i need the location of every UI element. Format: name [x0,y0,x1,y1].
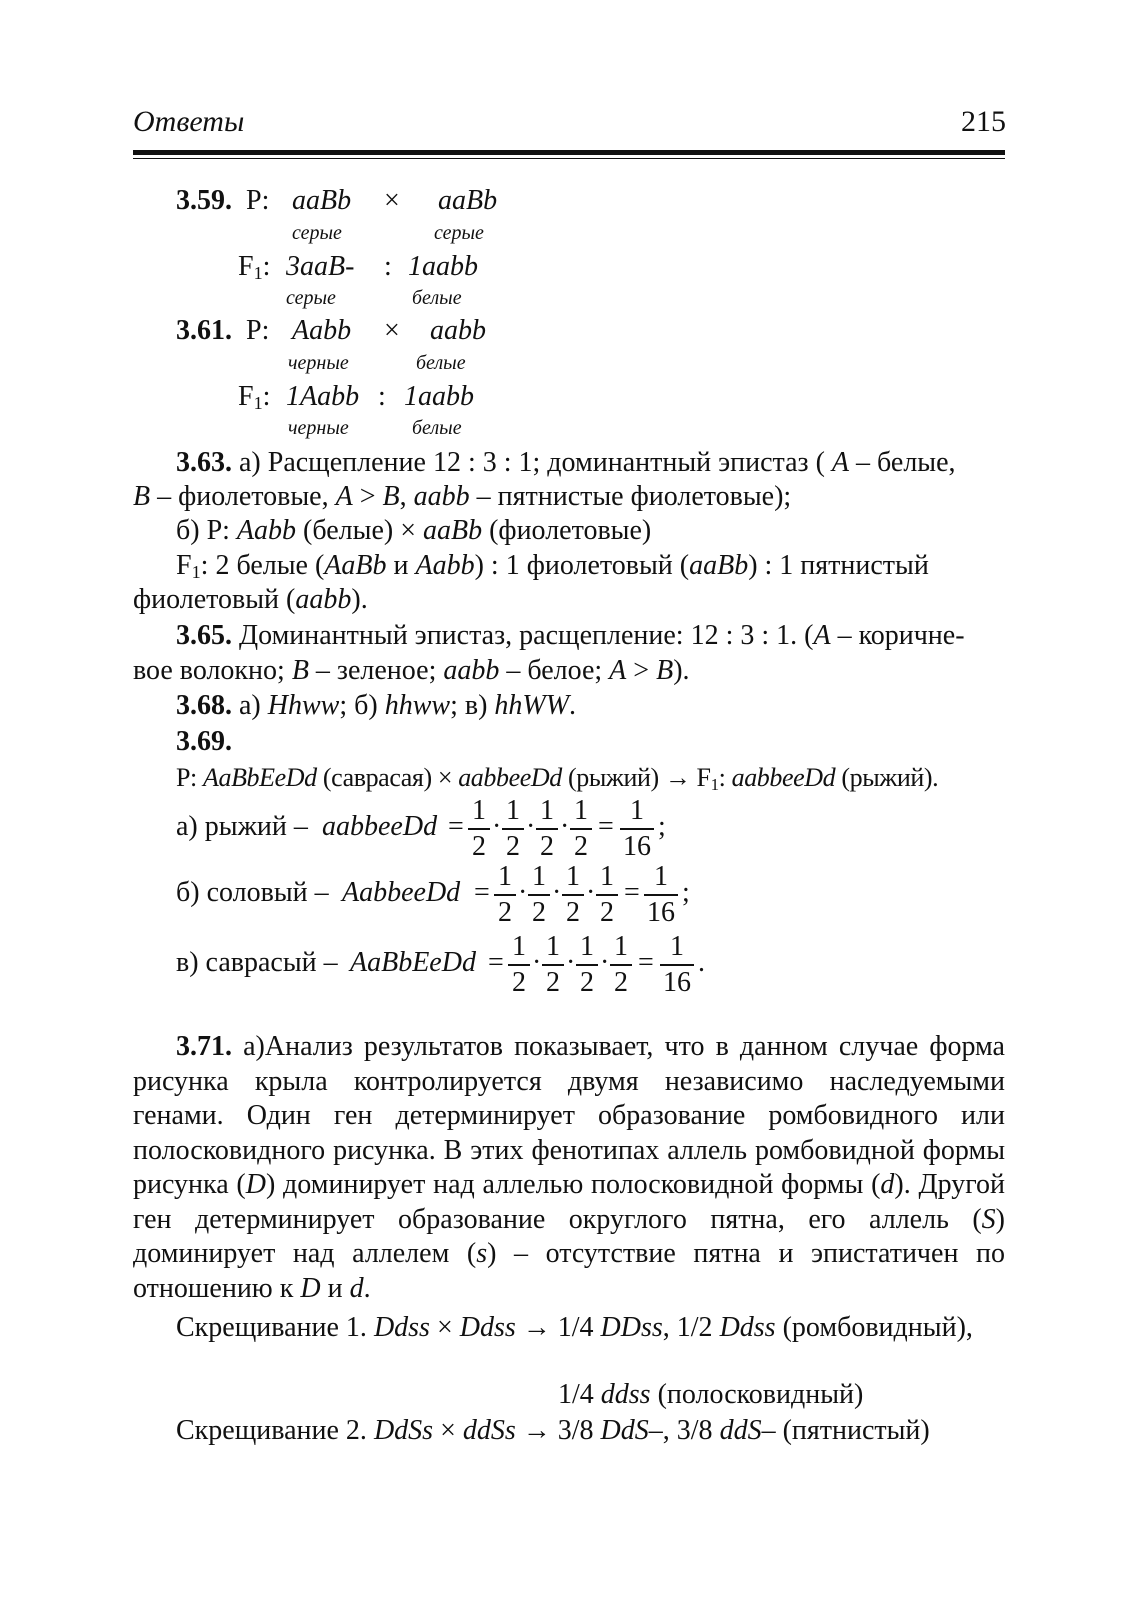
text: ) : 1 фиолетовый ( [474,550,690,581]
equals-sign: = [624,877,640,908]
text: , [399,481,414,512]
numerator: 1 [600,861,614,892]
text: а) [232,690,268,721]
text: → 3/8 [515,1415,601,1446]
genotype: Ddss [459,1312,516,1343]
fraction-bar [528,894,550,896]
genotype: 1aabb [408,251,478,282]
multiply-dot: · [552,877,562,908]
genotype: Aabb [415,550,475,581]
genotype: aabbeeDd [458,763,562,792]
text-line [176,516,651,546]
genotype: Ddss [719,1312,776,1343]
cross-2 [176,1416,930,1446]
text: > [626,655,657,686]
numerator: 1 [498,861,512,892]
genotype: aaBb [689,550,749,581]
text: (полосковидный) [650,1379,864,1410]
fraction [508,932,530,998]
numerator: 1 [580,931,594,962]
phenotype: серые [286,287,336,309]
f-letter: F [176,550,192,581]
text: 1/4 [558,1379,601,1410]
fraction-bar [562,894,584,896]
fraction-bar [644,894,678,896]
f-colon: : [262,251,271,282]
fraction [562,862,584,928]
genotype: ddS– [719,1415,776,1446]
denominator: 2 [546,966,560,998]
text: ; б) [339,690,385,721]
f1-label [238,382,270,418]
denominator: 2 [614,966,628,998]
text: ). Другой ген детерминирует образование округлого пятна, его аллель ( [133,1169,1005,1235]
text: (пятнистый) [775,1415,930,1446]
f-subscript: 1 [191,562,201,582]
fraction [596,862,618,928]
allele: B [656,655,674,686]
allele: B [291,655,309,686]
fraction-bar [494,894,516,896]
denominator: 2 [532,896,546,928]
multiply-dot: · [492,811,502,842]
ratio-colon: : [384,251,392,282]
fraction-bar [620,828,654,830]
answer-number: 3.65. [176,620,232,651]
text: а)Анализ результатов показывает, что в данном случае форма рисунка крыла контролируется двумя независимо наследуемыми генами. Один ген детерминирует образование ромбовидного или полосковидного рисунка. В этих фенотипах аллель ромбовидной формы рисунка ( [133,1031,1005,1200]
text: ; в) [450,690,495,721]
genotype: DDss [600,1312,663,1343]
fraction [528,862,550,928]
result-fraction [660,932,694,998]
multiply-dot: · [566,947,576,978]
fraction-bar [542,964,564,966]
numerator: 1 [654,861,668,892]
text: > [352,481,383,512]
genotype: 3aaB- [286,251,355,282]
text: (белые) × [296,515,423,546]
phenotype: белые [416,352,466,374]
denominator: 2 [580,966,594,998]
text: (саврасая) × [316,763,459,792]
cross-sign: × [384,185,400,216]
numerator: 1 [630,795,644,826]
genotype: aabb [430,315,486,346]
numerator: 1 [546,931,560,962]
ratio-colon: : [378,381,386,412]
fraction-bar [660,964,694,966]
denominator: 2 [506,830,520,862]
text: – пятнистые фиолетовые); [469,481,792,512]
text-line [133,482,791,512]
genotype: Aabb [292,315,352,346]
numerator: 1 [670,931,684,962]
genotype: aaBb [438,185,498,216]
text-line [176,551,929,587]
genotype: ddss [600,1379,651,1410]
answer-number: 3.68. [176,690,232,721]
numerator: 1 [512,931,526,962]
fraction-bar [502,828,524,830]
genotype: aabb [443,655,500,686]
numerator: 1 [532,861,546,892]
genotype: aabb [295,584,352,615]
row-end: . [698,947,705,978]
allele: d [349,1272,364,1304]
allele: A [813,620,831,651]
text: Скрещивание 1. [176,1312,374,1343]
text: × [429,1312,460,1343]
fraction-bar [536,828,558,830]
genotype: aabb [413,481,470,512]
f-letter: F [238,251,254,282]
text: – фиолетовые, [150,481,336,512]
genotype: 1aabb [404,381,474,412]
allele: A [609,655,627,686]
numerator: 1 [472,795,486,826]
multiply-dot: · [586,877,596,908]
text: и [320,1272,350,1304]
multiply-dot: · [526,811,536,842]
text: Скрещивание 2. [176,1415,374,1446]
header-rule [133,150,1005,155]
numerator: 1 [566,861,580,892]
row-end: ; [682,877,690,908]
f-subscript: 1 [253,263,263,283]
multiply-dot: · [600,947,610,978]
answer-3-68 [176,691,576,721]
denominator: 2 [498,896,512,928]
fraction [610,932,632,998]
text: – зеленое; [308,655,444,686]
text: ) доминирует над аллелью полосковидной формы ( [265,1169,881,1200]
text: – белое; [499,655,610,686]
text: ) : 1 пятнистый [748,550,929,581]
fraction [494,862,516,928]
equals-sign: = [448,811,464,842]
text: . [569,690,577,721]
equals-sign: = [474,877,490,908]
equals-sign: = [488,947,504,978]
result-fraction [644,862,678,928]
phenotype: серые [434,222,484,244]
text: фиолетовый ( [133,584,296,615]
text: P: [176,763,203,792]
allele: D [245,1169,266,1200]
f-subscript: 1 [253,393,263,413]
row-label: б) соловый – [176,877,329,908]
row-label: в) саврасый – [176,947,338,978]
denominator: 16 [623,830,651,862]
cross-1-continued [558,1380,863,1410]
phenotype: черные [288,417,349,439]
cross-1 [176,1313,973,1343]
genotype: AaBbEeDd [202,763,317,792]
allele: d [880,1169,895,1200]
allele: B [133,481,151,512]
equals-sign: = [598,811,614,842]
parents-label: P: [246,185,270,216]
text: ). [673,655,690,686]
text: : [718,763,732,792]
answer-number: 3.59. [176,185,232,216]
fraction [570,796,592,862]
equals-sign: = [638,947,654,978]
denominator: 2 [472,830,486,862]
running-header-title: Ответы [133,105,245,138]
f1-label [238,252,270,288]
phenotype: черные [288,352,349,374]
allele: S [981,1203,996,1235]
fraction-bar [570,828,592,830]
numerator: 1 [614,931,628,962]
text: → 1/4 [515,1312,601,1343]
text: и [386,550,416,581]
genotype: AaBb [324,550,387,581]
genotype: ddSs [462,1415,516,1446]
phenotype: белые [412,417,462,439]
fraction [502,796,524,862]
denominator: 16 [663,966,691,998]
text: , 1/2 [662,1312,720,1343]
genotype: aaBb [423,515,483,546]
allele: A [335,481,353,512]
genotype: DdSs [373,1415,434,1446]
genotype: hhWW [494,690,570,721]
genotype: Hhww [267,690,340,721]
text: б) P: [176,515,237,546]
answer-number: 3.69. [176,726,232,757]
answer-number: 3.63. [176,447,232,478]
genotype: AabbeeDd [342,877,461,908]
fraction-bar [596,894,618,896]
fraction-bar [508,964,530,966]
genotype: DdS– [600,1415,663,1446]
parents-label: P: [246,315,270,346]
denominator: 16 [647,896,675,928]
answer-number: 3.71. [176,1031,232,1062]
phenotype: серые [292,222,342,244]
genotype: aabbeeDd [322,811,438,842]
multiply-dot: · [560,811,570,842]
genotype: 1Aabb [286,381,360,412]
row-end: ; [658,811,666,842]
text: Доминантный эпистаз, расщепление: 12 : 3 : 1. ( [232,620,814,651]
text: : 2 белые ( [200,550,325,581]
numerator: 1 [574,795,588,826]
allele: A [831,447,850,478]
numerator: 1 [540,795,554,826]
text: а) Расщепление 12 : 3 : 1; доминантный эпистаз ( [232,447,832,478]
phenotype: белые [412,287,462,309]
denominator: 2 [566,896,580,928]
genotype: Aabb [236,515,297,546]
page-number: 215 [961,105,1006,138]
text: – коричне- [830,620,965,651]
multiply-dot: · [518,877,528,908]
result-fraction [620,796,654,862]
text: , 3/8 [662,1415,720,1446]
denominator: 2 [540,830,554,862]
text: ) – отсутствие пятна и эпистатичен по отношению к [133,1238,1005,1304]
genotype: Ddss [373,1312,430,1343]
text: . [363,1272,371,1304]
text: – белые, [849,447,956,478]
text-line [133,656,690,686]
allele: B [382,481,400,512]
text-line [176,621,965,651]
text: (рыжий) → F [561,763,711,792]
text-line [133,585,368,615]
text-line [176,448,956,478]
f-colon: : [262,381,271,412]
genotype: hhww [384,690,451,721]
text: (ромбовидный), [775,1312,973,1343]
text: вое волокно; [133,655,292,686]
answer-3-71 [133,1030,1005,1306]
text: ) доминирует над аллелем ( [133,1203,1005,1269]
f-letter: F [238,381,254,412]
fraction [536,796,558,862]
fraction [576,932,598,998]
genotype: AaBbEeDd [350,947,476,978]
denominator: 2 [512,966,526,998]
text: (фиолетовые) [482,515,652,546]
answer-number: 3.61. [176,315,232,346]
allele: D [300,1272,321,1304]
denominator: 2 [600,896,614,928]
cross-line [176,763,938,800]
fraction [542,932,564,998]
text: ). [351,584,368,615]
denominator: 2 [574,830,588,862]
text: × [433,1415,463,1446]
f-subscript: 1 [710,775,719,794]
genotype: aaBb [292,185,352,216]
text: (рыжий). [835,763,939,792]
cross-sign: × [384,315,400,346]
fraction-bar [468,828,490,830]
header-rule-thin [133,158,1005,159]
fraction [468,796,490,862]
row-label: а) рыжий – [176,811,308,842]
multiply-dot: · [532,947,542,978]
fraction-bar [576,964,598,966]
numerator: 1 [506,795,520,826]
genotype: aabbeeDd [731,763,836,792]
allele: s [476,1238,488,1269]
fraction-bar [610,964,632,966]
